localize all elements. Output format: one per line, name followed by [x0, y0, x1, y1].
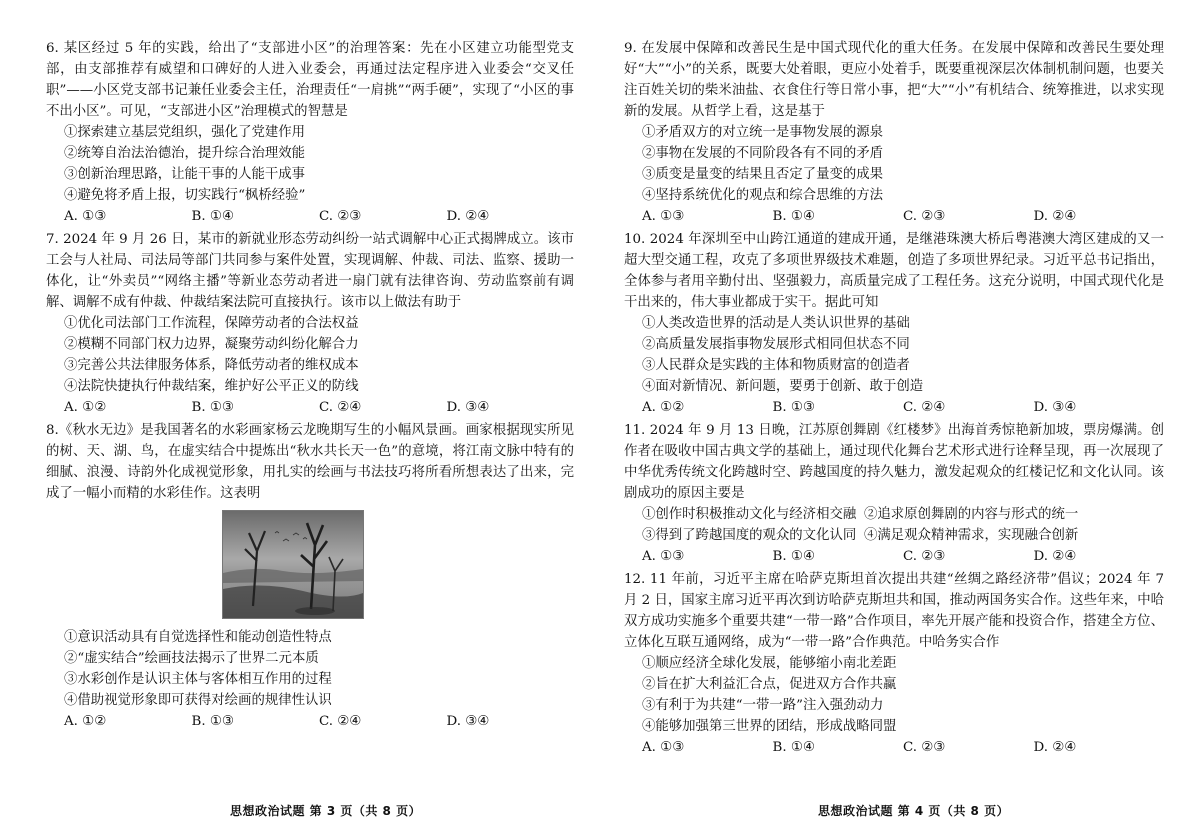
page-footer: 思想政治试题 第 3 页（共 8 页） [230, 804, 422, 818]
answer-choice-b: B. ①④ [772, 209, 815, 224]
statement-option: ①人类改造世界的活动是人类认识世界的基础 [642, 316, 910, 331]
question-stem: 7. 2024 年 9 月 26 日，某市的新就业形态劳动纠纷一站式调解中心正式揭牌成立。该市工会与人社局、司法局等部门共同参与案件处置，实现调解、仲裁、司法、监察、援助一体化，让“外卖员”“网络主播”等新业态劳动者进一扇门就有法律咨询、劳动监察前有调解、调解不成有仲裁、仲裁结案法院可直接执行。该市以上做法有助于 [46, 232, 574, 310]
answer-choice-a: A. ①③ [64, 209, 107, 224]
statement-option: ①顺应经济全球化发展，能够缩小南北差距 [642, 656, 897, 671]
statement-option: ①意识活动具有自觉选择性和能动创造性特点 [64, 630, 332, 645]
page-footer: 思想政治试题 第 4 页（共 8 页） [818, 804, 1010, 818]
answer-choice-c: C. ②③ [319, 209, 362, 224]
question-11 [624, 420, 1164, 567]
statement-option: ②追求原创舞剧的内容与形式的统一 [864, 507, 1079, 522]
statement-option: ③人民群众是实践的主体和物质财富的创造者 [642, 358, 910, 373]
answer-choice-d: D. ②④ [1033, 740, 1077, 755]
answer-choice-b: B. ①③ [191, 400, 234, 415]
statement-option: ①创作时积极推动文化与经济相交融 [642, 507, 857, 522]
statement-option: ③有利于为共建“一带一路”注入强劲动力 [642, 698, 884, 713]
statement-options [624, 504, 1164, 546]
statement-option: ①探索建立基层党组织，强化了党建作用 [64, 125, 306, 140]
question-stem: 8.《秋水无边》是我国著名的水彩画家杨云龙晚期写生的小幅风景画。画家根据现实所见的树、天、湖、鸟，在虚实结合中提炼出“秋水共长天一色”的意境，将江南文脉中特有的细腻、浪漫、诗韵外化成视觉形象，用扎实的绘画与书法技巧将所看所想表达了出来，完成了一幅小而精的水彩佳作。这表明 [46, 423, 574, 501]
statement-option: ③质变是量变的结果且否定了量变的成果 [642, 167, 884, 182]
answer-choice-c: C. ②③ [903, 549, 946, 564]
statement-option: ③水彩创作是认识主体与客体相互作用的过程 [64, 672, 332, 687]
statement-option: ④面对新情况、新问题，要勇于创新、敢于创造 [642, 379, 924, 394]
question-stem: 11. 2024 年 9 月 13 日晚，江苏原创舞剧《红楼梦》出海首秀惊艳新加坡，票房爆满。创作者在吸收中国古典文学的基础上，通过现代化舞台艺术形式进行诠释呈现，再一次展现了中华优秀传统文化跨越时空、跨越国度的持久魅力，激发起观众的红楼记忆和文化认同。该剧成功的原因主要是 [624, 423, 1164, 501]
question-7 [46, 229, 574, 418]
statement-option: ②事物在发展的不同阶段各有不同的矛盾 [642, 146, 884, 161]
question-stem: 6. 某区经过 5 年的实践，给出了“支部进小区”的治理答案：先在小区建立功能型党支部，由支部推荐有威望和口碑好的人进入业委会，再通过法定程序进入业委会“交叉任职”——小区党支部书记兼任业委会主任，治理责任“一肩挑”“两手硬”，实现了“小区的事不出小区”。可见，“支部进小区”治理模式的智慧是 [46, 41, 574, 119]
statement-option: ③创新治理思路，让能干事的人能干成事 [64, 167, 306, 182]
statement-option: ④法院快捷执行仲裁结案，维护好公平正义的防线 [64, 379, 359, 394]
answer-choice-b: B. ①④ [191, 209, 234, 224]
question-9 [624, 38, 1164, 227]
answer-choices [624, 737, 1164, 758]
statement-option: ③得到了跨越国度的观众的文化认同 [642, 528, 857, 543]
answer-choice-c: C. ②④ [319, 714, 362, 729]
answer-choice-c: C. ②④ [903, 400, 946, 415]
question-stem: 9. 在发展中保障和改善民生是中国式现代化的重大任务。在发展中保障和改善民生要处理好“大”“小”的关系，既要大处着眼，更应小处着手，既要重视深层次体制机制问题，也要关注百姓关切的柴米油盐、衣食住行等日常小事，把“大”“小”有机结合、统筹推进，以求实现新的发展。从哲学上看，这是基于 [624, 41, 1164, 119]
answer-choices [624, 546, 1164, 567]
answer-choice-a: A. ①③ [642, 549, 685, 564]
watercolor-painting-image [222, 510, 364, 619]
answer-choice-b: B. ①③ [772, 400, 815, 415]
answer-choice-a: A. ①② [64, 714, 107, 729]
statement-option: ②统筹自治法治德治，提升综合治理效能 [64, 146, 306, 161]
question-column [624, 38, 1164, 760]
answer-choices [46, 397, 574, 418]
question-column [46, 38, 574, 734]
answer-choice-a: A. ①② [64, 400, 107, 415]
statement-option: ②高质量发展指事物发展形式相同但状态不同 [642, 337, 910, 352]
answer-choice-a: A. ①② [642, 400, 685, 415]
statement-option: ②“虚实结合”绘画技法揭示了世界二元本质 [64, 651, 319, 666]
answer-choice-c: C. ②④ [319, 400, 362, 415]
statement-option: ④借助视觉形象即可获得对绘画的规律性认识 [64, 693, 332, 708]
question-10 [624, 229, 1164, 418]
answer-choice-b: B. ①④ [772, 549, 815, 564]
answer-choice-d: D. ②④ [1033, 549, 1077, 564]
statement-option: ②模糊不同部门权力边界，凝聚劳动纠纷化解合力 [64, 337, 359, 352]
answer-choice-b: B. ①④ [772, 740, 815, 755]
question-8 [46, 420, 574, 732]
answer-choices [46, 206, 574, 227]
answer-choice-c: C. ②③ [903, 209, 946, 224]
answer-choice-c: C. ②③ [903, 740, 946, 755]
statement-option: ④满足观众精神需求，实现融合创新 [864, 528, 1079, 543]
answer-choice-d: D. ③④ [446, 400, 490, 415]
statement-option: ④坚持系统优化的观点和综合思维的方法 [642, 188, 884, 203]
answer-choices [624, 206, 1164, 227]
statement-option: ③完善公共法律服务体系，降低劳动者的维权成本 [64, 358, 359, 373]
question-stem: 10. 2024 年深圳至中山跨江通道的建成开通，是继港珠澳大桥后粤港澳大湾区建成的又一超大型交通工程，攻克了多项世界级技术难题，创造了多项世界纪录。习近平总书记指出，全体参与者用辛勤付出、坚强毅力，高质量完成了工程任务。这充分说明，中国式现代化是干出来的，伟大事业都成于实干。据此可知 [624, 232, 1164, 310]
question-12 [624, 569, 1164, 758]
answer-choice-d: D. ③④ [446, 714, 490, 729]
statement-option: ④能够加强第三世界的团结，形成战略同盟 [642, 719, 897, 734]
answer-choice-b: B. ①③ [191, 714, 234, 729]
question-stem: 12. 11 年前，习近平主席在哈萨克斯坦首次提出共建“丝绸之路经济带”倡议；2024 年 7 月 2 日，国家主席习近平再次到访哈萨克斯坦共和国，推动两国务实合作。这些年来，中哈双方成功实施多个重要共建“一带一路”合作项目，率先开展产能和投资合作，搭建全方位、立体化互联互通网络，成为“一带一路”合作典范。中哈务实合作 [624, 572, 1164, 650]
answer-choice-d: D. ③④ [1033, 400, 1077, 415]
statement-option: ①优化司法部门工作流程，保障劳动者的合法权益 [64, 316, 359, 331]
statement-option: ④避免将矛盾上报，切实践行“枫桥经验” [64, 188, 306, 203]
question-6 [46, 38, 574, 227]
statement-option: ①矛盾双方的对立统一是事物发展的源泉 [642, 125, 884, 140]
answer-choice-a: A. ①③ [642, 740, 685, 755]
statement-option: ②旨在扩大利益汇合点，促进双方合作共赢 [642, 677, 897, 692]
answer-choice-a: A. ①③ [642, 209, 685, 224]
exam-page-4 [600, 0, 1200, 832]
answer-choice-d: D. ②④ [1033, 209, 1077, 224]
answer-choices [46, 711, 574, 732]
answer-choice-d: D. ②④ [446, 209, 490, 224]
answer-choices [624, 397, 1164, 418]
